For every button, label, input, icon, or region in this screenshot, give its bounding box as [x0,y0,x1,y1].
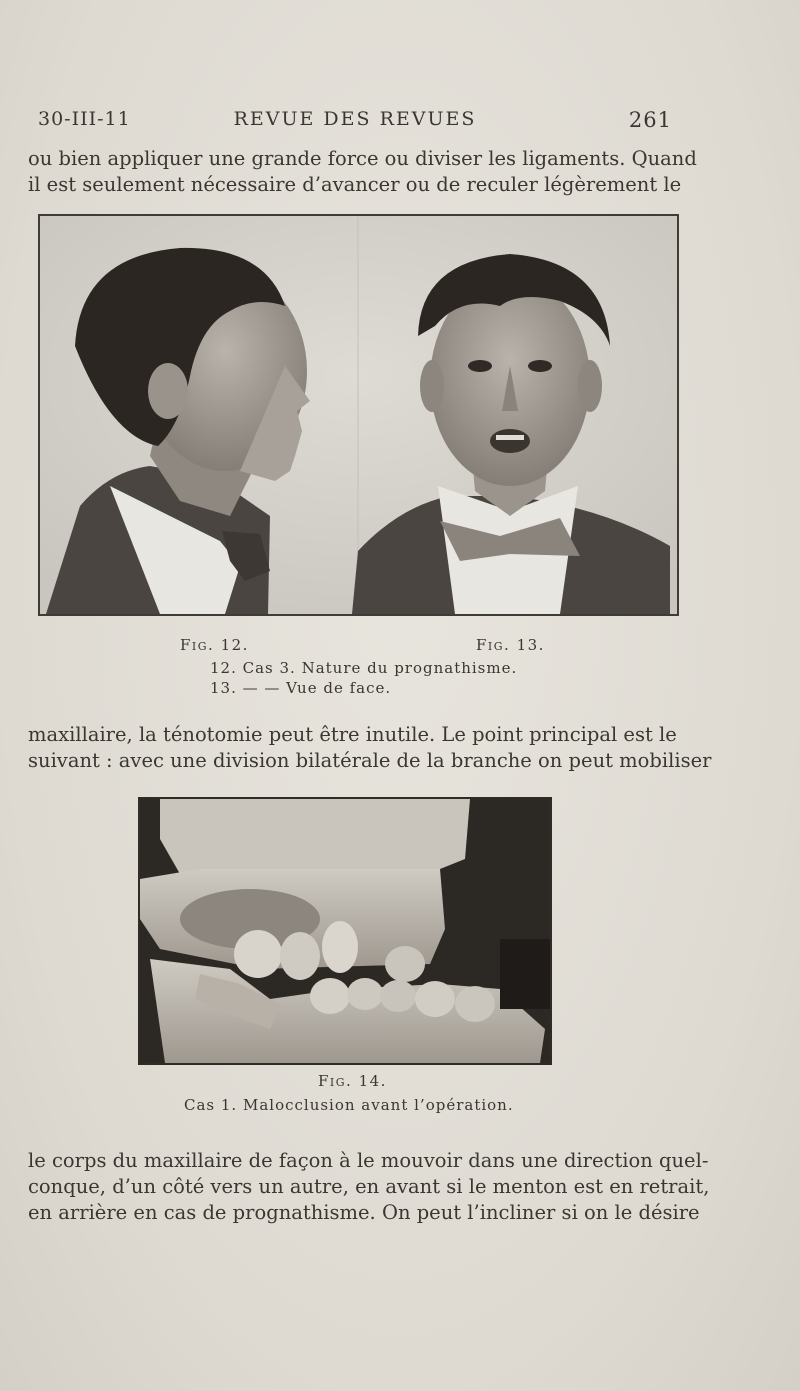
figure-14-label: Fig. 14. [318,1072,387,1090]
header-title: REVUE DES REVUES [233,108,477,130]
figure-14-photo [138,797,552,1065]
portrait-photographs [40,216,677,614]
header-date: 30-III-11 [38,108,131,130]
text-line: en arrière en cas de prognathisme. On peut l’incliner si on le désire [28,1201,700,1224]
page-number: 261 [628,108,672,132]
paragraph-3 [28,1148,710,1226]
text-line: le corps du maxillaire de façon à le mouvoir dans une direction quel- [28,1149,709,1172]
figure-12-label: Fig. 12. [180,636,249,654]
figure-13-label: Fig. 13. [476,636,545,654]
paragraph-2 [28,722,712,774]
figure-13-legend: 13. — — Vue de face. [210,679,392,697]
text-line: il est seulement nécessaire d’avancer ou de reculer légèrement le [28,173,682,196]
text-line: conque, d’un côté vers un autre, en avant si le menton est en retrait, [28,1175,710,1198]
figure-14-legend: Cas 1. Malocclusion avant l’opération. [184,1096,514,1114]
dental-cast-photograph [140,799,550,1063]
running-header [38,108,672,138]
paragraph-1 [28,146,697,198]
text-line: ou bien appliquer une grande force ou diviser les ligaments. Quand [28,147,697,170]
text-line: maxillaire, la ténotomie peut être inutile. Le point principal est le [28,723,677,746]
figure-12-legend: 12. Cas 3. Nature du prognathisme. [210,659,518,677]
text-line: suivant : avec une division bilatérale de la branche on peut mobiliser [28,749,712,772]
figure-12-13-photo [38,214,679,616]
